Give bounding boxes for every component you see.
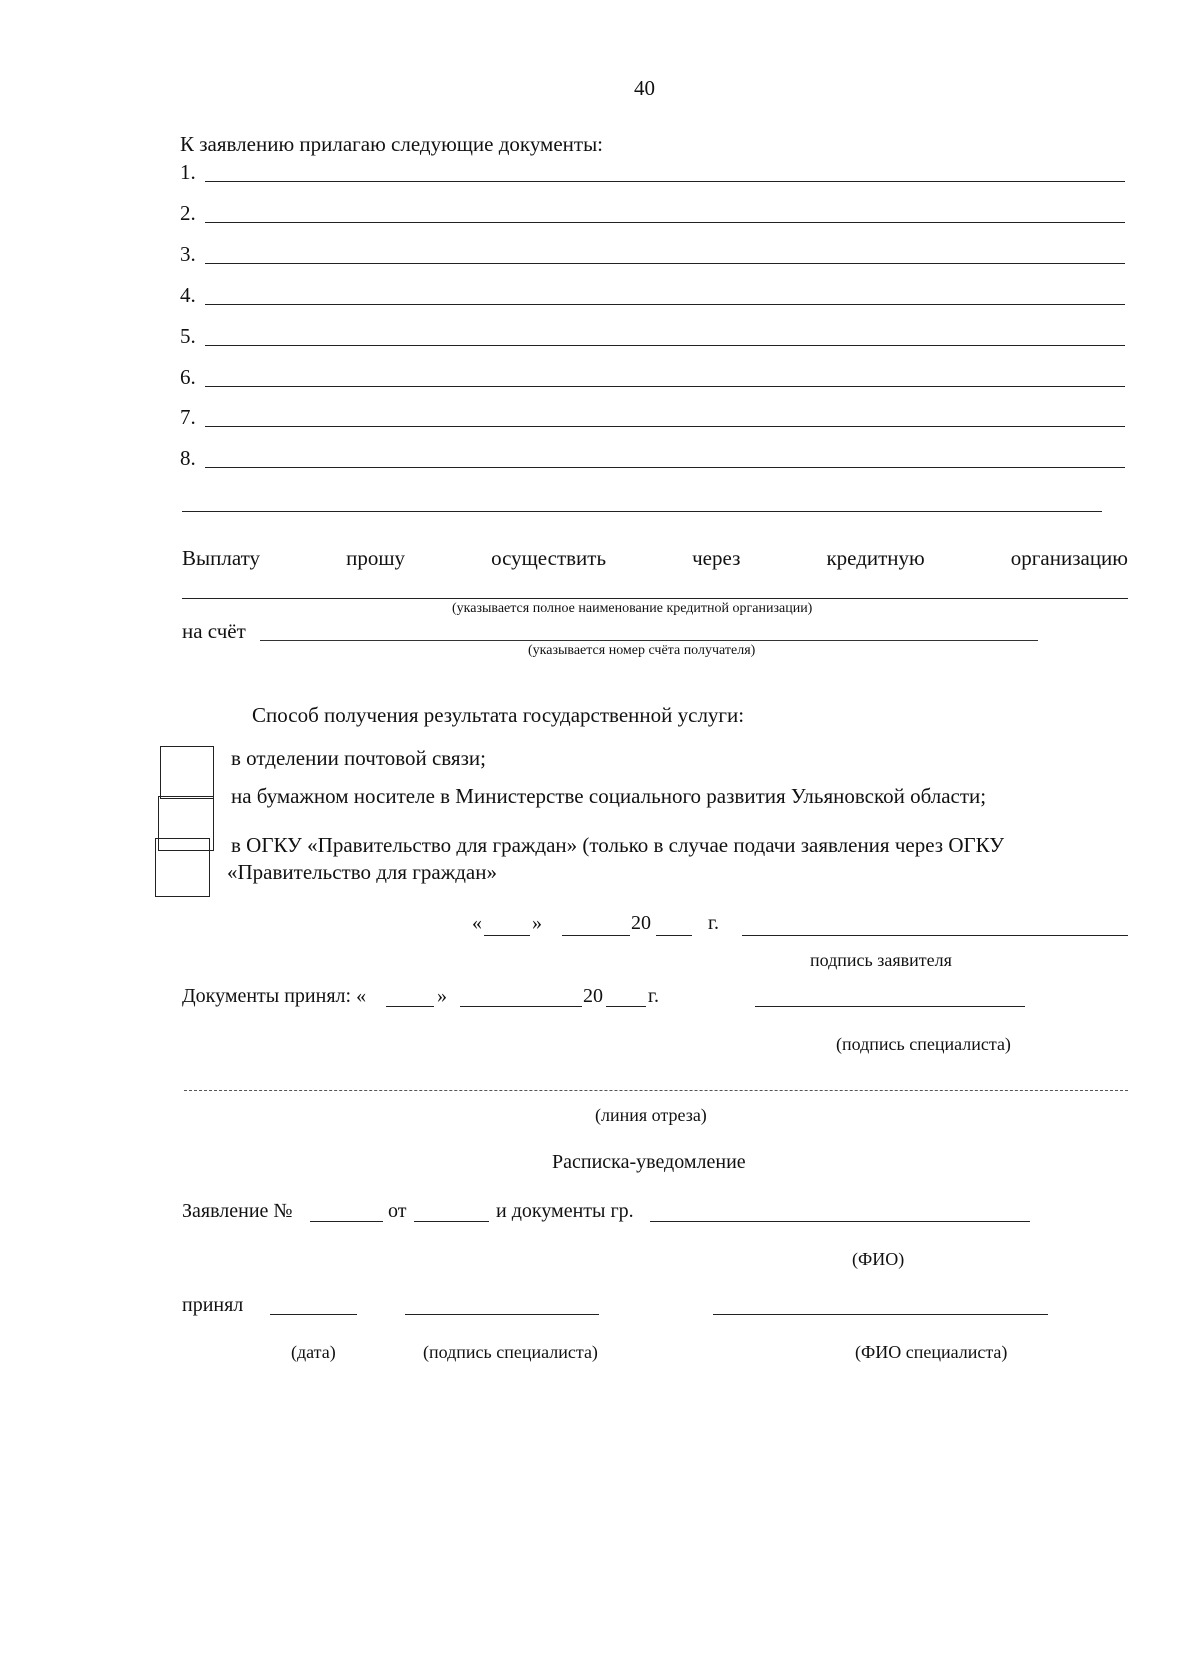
- year-field[interactable]: [656, 935, 692, 936]
- attachment-number: 8.: [180, 446, 196, 470]
- payment-word: через: [692, 546, 741, 570]
- specialist-signature-caption: (подпись специалиста): [836, 1034, 1011, 1054]
- attachment-number: 3.: [180, 242, 196, 266]
- attachment-line: [205, 467, 1125, 468]
- attachment-row-1[interactable]: [180, 145, 1125, 185]
- attachment-line: [205, 426, 1125, 427]
- attachment-row-7[interactable]: [180, 390, 1125, 430]
- month-field[interactable]: [562, 935, 630, 936]
- accepted-year-field[interactable]: [606, 1006, 646, 1007]
- receipt-specialist-fio-field[interactable]: [713, 1314, 1048, 1315]
- accepted-label: Документы принял: «: [182, 985, 367, 1007]
- fio-caption: (ФИО): [852, 1249, 905, 1269]
- delivery-option-ogku: в ОГКУ «Правительство для граждан» (только в случае подачи заявления через ОГКУ: [231, 833, 1005, 857]
- application-number-field[interactable]: [310, 1221, 383, 1222]
- account-label: на счёт: [182, 619, 246, 643]
- attachment-number: 6.: [180, 365, 196, 389]
- specialist-fio-caption: (ФИО специалиста): [855, 1342, 1008, 1362]
- attachment-line: [205, 263, 1125, 264]
- close-quote: »: [532, 912, 542, 934]
- attachment-line: [205, 222, 1125, 223]
- date-caption: (дата): [291, 1342, 336, 1362]
- cut-line: [184, 1090, 1128, 1091]
- attachment-number: 1.: [180, 160, 196, 184]
- attachment-row-8[interactable]: [180, 431, 1125, 471]
- payment-word: организацию: [1010, 546, 1128, 570]
- attachment-number: 7.: [180, 405, 196, 429]
- application-number-label: Заявление №: [182, 1200, 293, 1222]
- open-quote: «: [472, 912, 482, 934]
- checkbox-post-office[interactable]: [160, 746, 214, 799]
- attachment-extra-line[interactable]: [182, 511, 1102, 512]
- attachment-row-6[interactable]: [180, 350, 1125, 390]
- page-number: 40: [634, 76, 655, 100]
- payment-request-text: [182, 546, 1128, 571]
- accepted-year-prefix: 20: [583, 985, 603, 1007]
- specialist-signature-field[interactable]: [755, 1006, 1025, 1007]
- receipt-accepted-label: принял: [182, 1294, 244, 1316]
- attachment-line: [205, 181, 1125, 182]
- account-number-line[interactable]: [260, 640, 1038, 641]
- payment-word: прошу: [346, 546, 405, 570]
- accepted-day-field[interactable]: [386, 1006, 434, 1007]
- applicant-signature-field[interactable]: [742, 935, 1128, 936]
- attachment-row-5[interactable]: [180, 309, 1125, 349]
- receipt-signature-field[interactable]: [405, 1314, 599, 1315]
- receipt-date-field[interactable]: [270, 1314, 357, 1315]
- delivery-option-ogku-cont: «Правительство для граждан»: [227, 860, 497, 884]
- receipt-title: Расписка-уведомление: [552, 1151, 746, 1173]
- attachment-line: [205, 304, 1125, 305]
- attachment-line: [205, 345, 1125, 346]
- attachments-heading: К заявлению прилагаю следующие документы:: [180, 132, 604, 156]
- credit-org-caption: (указывается полное наименование кредитной организации): [452, 601, 813, 616]
- accepted-year-suffix: г.: [648, 985, 659, 1007]
- attachment-number: 5.: [180, 324, 196, 348]
- application-from-label: от: [388, 1200, 407, 1222]
- documents-citizen-label: и документы гр.: [496, 1200, 634, 1222]
- account-caption: (указывается номер счёта получателя): [528, 643, 756, 658]
- attachment-row-4[interactable]: [180, 268, 1125, 308]
- receipt-signature-caption: (подпись специалиста): [423, 1342, 598, 1362]
- credit-org-line[interactable]: [182, 598, 1128, 599]
- applicant-signature-caption: подпись заявителя: [810, 950, 952, 970]
- citizen-fio-field[interactable]: [650, 1221, 1030, 1222]
- delivery-option-ministry: на бумажном носителе в Министерстве социального развития Ульяновской области;: [231, 784, 987, 808]
- attachment-number: 2.: [180, 201, 196, 225]
- year-prefix: 20: [631, 912, 651, 934]
- checkbox-ogku[interactable]: [155, 838, 210, 897]
- accepted-month-field[interactable]: [460, 1006, 582, 1007]
- cut-line-caption: (линия отреза): [595, 1105, 707, 1125]
- attachment-row-3[interactable]: [180, 227, 1125, 267]
- day-field[interactable]: [484, 935, 530, 936]
- attachment-line: [205, 386, 1125, 387]
- year-suffix: г.: [708, 912, 719, 934]
- payment-word: Выплату: [182, 546, 261, 570]
- delivery-option-post: в отделении почтовой связи;: [231, 746, 486, 770]
- application-date-field[interactable]: [414, 1221, 489, 1222]
- payment-word: осуществить: [491, 546, 607, 570]
- attachment-row-2[interactable]: [180, 186, 1125, 226]
- payment-word: кредитную: [826, 546, 925, 570]
- delivery-heading: Способ получения результата государственной услуги:: [252, 703, 745, 727]
- accepted-close-quote: »: [437, 985, 447, 1007]
- attachment-number: 4.: [180, 283, 196, 307]
